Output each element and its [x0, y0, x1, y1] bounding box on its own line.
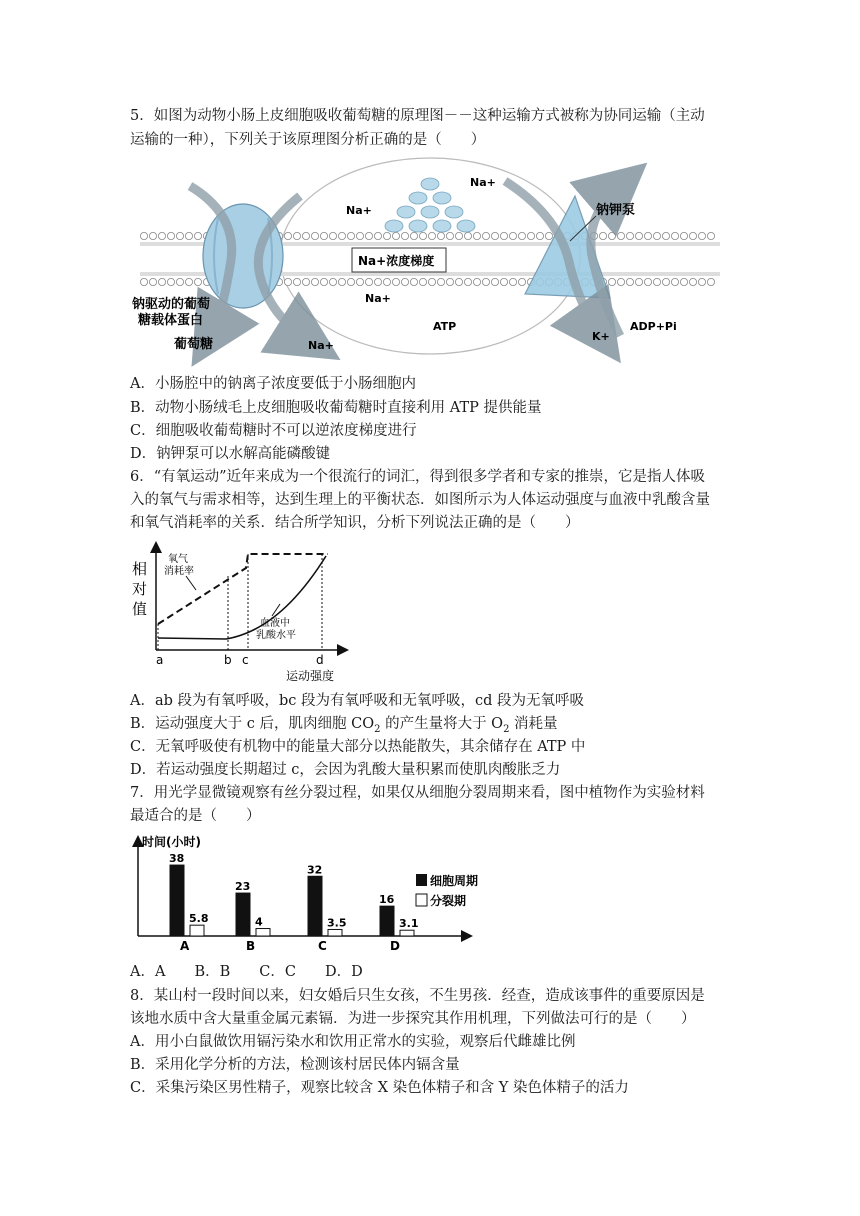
- q7-stem-line-1: 7．用光学显微镜观察有丝分裂过程，如果仅从细胞分裂周期来看，图中植物作为实验材料: [130, 785, 705, 801]
- bar-value-label: 3.1: [399, 917, 419, 931]
- k-label: K+: [592, 330, 610, 343]
- bar-a-cycle: [170, 865, 184, 936]
- legend-swatch-division: [416, 894, 427, 906]
- q5-option-d: D．钠钾泵可以水解高能磷酸键: [130, 446, 331, 462]
- y-label-2: 对: [132, 580, 148, 598]
- bar-value-label: 32: [307, 863, 323, 877]
- carrier-label-line-2: 糖载体蛋白: [138, 313, 204, 328]
- lactate-label-2: 乳酸水平: [256, 630, 296, 641]
- category-label: B: [246, 939, 256, 953]
- bar-d-division: [400, 930, 414, 936]
- lactate-label-1: 血液中: [260, 618, 290, 629]
- o2-label-1: 氧气: [168, 554, 188, 565]
- na-label-pump: Na+: [470, 176, 496, 189]
- na-label-top: Na+: [346, 204, 372, 217]
- q6-option-d: D．若运动强度长期超过 c，会因为乳酸大量积累而使肌肉酸胀乏力: [130, 762, 561, 778]
- tick-a: a: [156, 653, 164, 667]
- chart-y-label: 时间(小时): [142, 835, 201, 849]
- bar-b-division: [256, 929, 270, 936]
- na-label-middle: Na+: [365, 292, 391, 305]
- bar-value-label: 5.8: [189, 912, 209, 926]
- q5-transport-figure: [130, 156, 730, 374]
- atp-label: ATP: [433, 320, 457, 333]
- tick-c: c: [242, 653, 249, 667]
- legend-label-division: 分裂期: [430, 894, 467, 908]
- q7-bar-chart: [130, 832, 500, 962]
- bar-c-division: [328, 929, 342, 936]
- q6-option-c: C．无氧呼吸使有机物中的能量大部分以热能散失，其余储存在 ATP 中: [130, 739, 586, 755]
- legend-label-cycle: 细胞周期: [430, 874, 479, 888]
- tick-d: d: [316, 653, 324, 667]
- tick-b: b: [224, 653, 232, 667]
- bar-d-cycle: [380, 906, 394, 936]
- chart-legend: [416, 873, 478, 908]
- gradient-label: Na+浓度梯度: [358, 254, 435, 268]
- q5-stem-line-1: 5．如图为动物小肠上皮细胞吸收葡萄糖的原理图－－这种运输方式被称为协同运输（主动: [130, 108, 705, 124]
- q7-options: A．A B．B C．C D．D: [130, 964, 363, 980]
- bar-b-cycle: [236, 893, 250, 936]
- pump-label: 钠钾泵: [596, 203, 636, 218]
- q8-stem-line-1: 8．某山村一段时间以来，妇女婚后只生女孩，不生男孩．经查，造成该事件的重要原因是: [130, 988, 705, 1004]
- adp-label: ADP+Pi: [630, 320, 677, 333]
- bar-value-label: 38: [169, 852, 185, 866]
- q8-option-c: C．采集污染区男性精子，观察比较含 X 染色体精子和含 Y 染色体精子的活力: [130, 1080, 629, 1096]
- q8-option-b: B．采用化学分析的方法，检测该村居民体内镉含量: [130, 1057, 460, 1073]
- q5-option-a: A．小肠腔中的钠离子浓度要低于小肠细胞内: [130, 376, 416, 392]
- q8-option-a: A．用小白鼠做饮用镉污染水和饮用正常水的实验，观察后代雌雄比例: [130, 1034, 576, 1050]
- q6-stem-line-2: 入的氧气与需求相等，达到生理上的平衡状态．如图所示为人体运动强度与血液中乳酸含量: [130, 492, 710, 508]
- o2-label-2: 消耗率: [164, 566, 194, 577]
- category-label: A: [180, 939, 190, 953]
- category-label: C: [318, 939, 327, 953]
- q6-option-b: B．运动强度大于 c 后，肌肉细胞 $CO_2$ 的产生量将大于 $O_2$ 消耗量: [130, 716, 558, 735]
- x-axis-label: 运动强度: [286, 669, 335, 683]
- glucose-label: 葡萄糖: [174, 337, 214, 352]
- q7-stem-line-2: 最适合的是（ ）: [130, 808, 261, 824]
- bar-c-cycle: [308, 876, 322, 936]
- carrier-label-line-1: 钠驱动的葡萄: [132, 297, 211, 312]
- bar-value-label: 16: [379, 893, 395, 907]
- category-label: D: [390, 939, 400, 953]
- bar-a-division: [190, 925, 204, 936]
- bar-value-label: 3.5: [327, 916, 347, 930]
- q5-option-b: B．动物小肠绒毛上皮细胞吸收葡萄糖时直接利用 ATP 提供能量: [130, 400, 542, 416]
- na-label-bottom: Na+: [308, 339, 334, 352]
- q6-option-a: A．ab 段为有氧呼吸，bc 段为有氧呼吸和无氧呼吸，cd 段为无氧呼吸: [130, 693, 585, 709]
- y-label-1: 相: [132, 560, 148, 578]
- q5-stem-line-2: 运输的一种），下列关于该原理图分析正确的是（ ）: [130, 132, 486, 148]
- y-label-3: 值: [132, 600, 148, 618]
- q8-stem-line-2: 该地水质中含大量重金属元素镉．为进一步探究其作用机理，下列做法可行的是（ ）: [130, 1011, 696, 1027]
- bar-value-label: 4: [255, 915, 263, 929]
- q6-stem-line-3: 和氧气消耗率的关系．结合所学知识，分析下列说法正确的是（ ）: [130, 515, 580, 531]
- q5-option-c: C．细胞吸收葡萄糖时不可以逆浓度梯度进行: [130, 423, 417, 439]
- legend-swatch-cycle: [416, 874, 427, 886]
- q6-exercise-graph: [130, 538, 370, 688]
- bar-value-label: 23: [235, 880, 251, 894]
- sodium-ions-cluster: [385, 178, 475, 232]
- q6-stem-line-1: 6．“有氧运动”近年来成为一个很流行的词汇，得到很多学者和专家的推崇，它是指人体吸: [130, 469, 706, 485]
